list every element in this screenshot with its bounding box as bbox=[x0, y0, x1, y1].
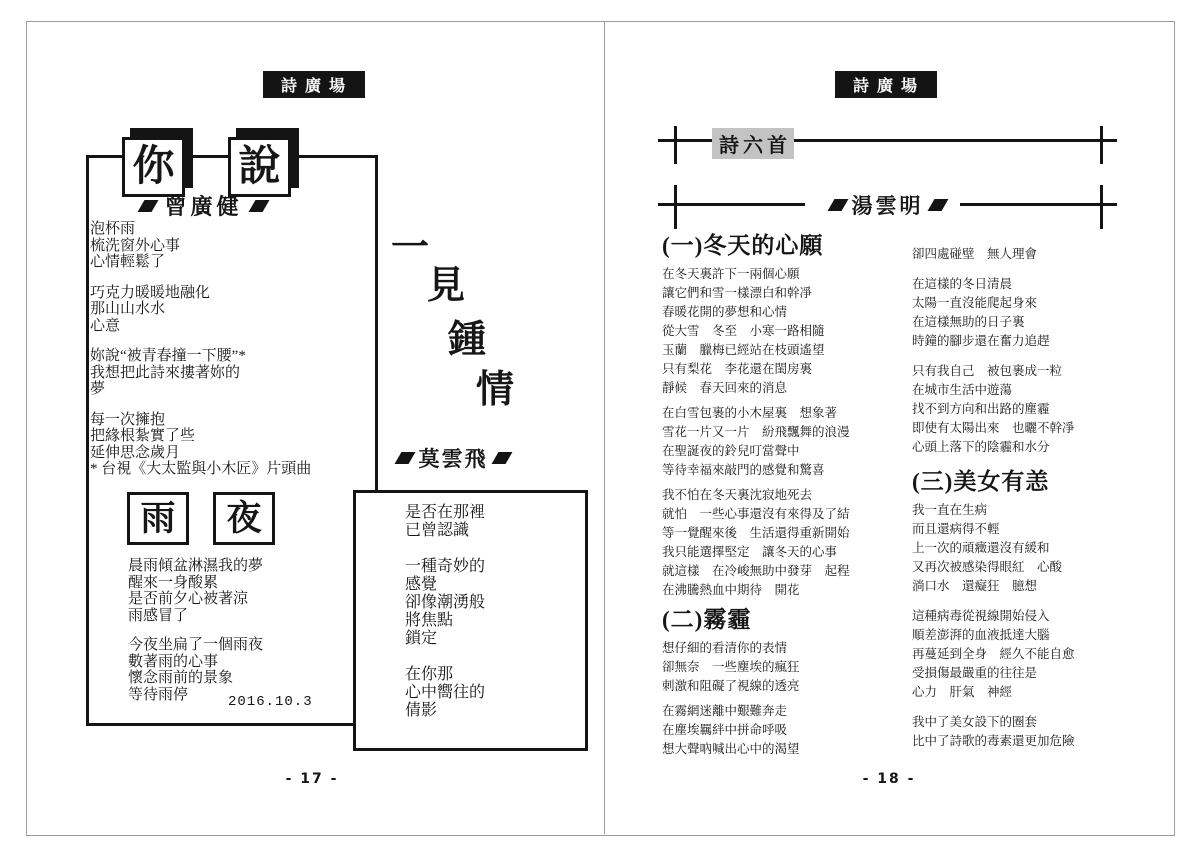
author-mark-icon bbox=[138, 200, 159, 212]
poem-stanza bbox=[662, 404, 912, 480]
ornament-tick bbox=[674, 185, 677, 229]
poem-line: 就怕 一些心事還沒有來得及了結 bbox=[662, 507, 850, 521]
poem-line: 只有梨花 李花還在閨房裏 bbox=[662, 362, 813, 376]
vertical-title-char: 見 bbox=[427, 265, 466, 307]
author-mark-icon bbox=[394, 452, 415, 464]
poem-stanza bbox=[662, 639, 912, 696]
poem-line: 我不怕在冬天裏沈寂地死去 bbox=[662, 488, 813, 502]
poem-line: 在霧網迷離中艱難奔走 bbox=[662, 704, 788, 718]
author-name: 湯雲明 bbox=[851, 194, 924, 218]
author-name: 曾廣健 bbox=[164, 194, 243, 219]
poem-stanza bbox=[912, 713, 1162, 751]
poem-line: 是否前夕心被著涼 bbox=[128, 591, 249, 607]
poem-line: 想仔細的看清你的表情 bbox=[662, 641, 788, 655]
poem-line: 醒來一身酸累 bbox=[128, 574, 219, 591]
poem-line: 我想把此詩來摟著妳的 bbox=[90, 364, 241, 381]
poem-line: 找不到方向和出路的塵霾 bbox=[912, 402, 1050, 416]
poem-line: 在這樣的冬日清晨 bbox=[912, 277, 1013, 291]
poem-line: 心中嚮往的 bbox=[405, 684, 486, 701]
poem-line: 倩影 bbox=[405, 702, 438, 719]
poem-line: 又再次被感染得眼紅 心酸 bbox=[912, 560, 1063, 574]
poem-line: 在冬天裏許下一兩個心願 bbox=[662, 267, 800, 281]
author-mark-icon bbox=[248, 200, 269, 212]
poem-line: 巧克力暖暖地融化 bbox=[90, 284, 211, 301]
poem-stanza bbox=[912, 607, 1162, 702]
title-box-you bbox=[122, 137, 185, 197]
poem-stanza bbox=[912, 362, 1162, 457]
poem-line: 鎖定 bbox=[405, 630, 438, 647]
poem-author-mo bbox=[393, 443, 513, 473]
ornament-rule-bottom bbox=[950, 203, 1117, 206]
poem-line: 已曾認識 bbox=[405, 522, 470, 539]
poem-stanza bbox=[90, 221, 311, 271]
poem-date: 2016.10.3 bbox=[228, 694, 313, 710]
poem-title: (三)美女有恙 bbox=[912, 469, 1050, 494]
poem-love-body bbox=[405, 504, 485, 738]
poem-line: 太陽一直沒能爬起身來 bbox=[912, 296, 1038, 310]
poem-line: 春暖花開的夢想和心情 bbox=[662, 305, 788, 319]
page-number-17: - 17 - bbox=[285, 771, 339, 787]
page-number-18: - 18 - bbox=[862, 771, 916, 787]
poem-line: 比中了詩歌的毒素還更加危險 bbox=[912, 734, 1075, 748]
poem-line: 在沸騰熱血中期待 開花 bbox=[662, 583, 800, 597]
poem-you-said-body bbox=[90, 221, 311, 492]
poem-stanza bbox=[912, 501, 1162, 596]
ornament-tick bbox=[1100, 185, 1103, 229]
poem-line: 靜候 春天回來的消息 bbox=[662, 381, 788, 395]
poem-author-tang bbox=[815, 190, 960, 220]
poem-line: 是否在那裡 bbox=[405, 504, 486, 521]
vertical-title-char: 一 bbox=[391, 227, 430, 269]
poem-line: 卻無奈 一些塵埃的瘋狂 bbox=[662, 660, 800, 674]
poem-author-zeng bbox=[60, 190, 347, 221]
title-box-rain bbox=[127, 492, 189, 545]
author-mark-icon bbox=[827, 199, 848, 211]
poem-line: 想大聲吶喊出心中的渴望 bbox=[662, 742, 800, 756]
poem-stanza bbox=[912, 245, 1162, 264]
poem-line: 卻四處碰壁 無人理會 bbox=[912, 247, 1038, 261]
title-char-night: 夜 bbox=[226, 499, 262, 538]
poem-line: 再蔓延到全身 經久不能自愈 bbox=[912, 647, 1075, 661]
poem-line: 在聖誕夜的鈴兒叮當聲中 bbox=[662, 444, 800, 458]
poem-line: 一種奇妙的 bbox=[405, 558, 486, 575]
poem-stanza bbox=[90, 348, 311, 398]
poem-stanza bbox=[405, 504, 485, 540]
poem-line: 我中了美女設下的圈套 bbox=[912, 715, 1038, 729]
poem-line: 就這樣 在冷峻無助中發芽 起程 bbox=[662, 564, 850, 578]
ornament-tick bbox=[674, 126, 677, 164]
poem-line: 順差澎湃的血液抵達大腦 bbox=[912, 628, 1050, 642]
poem-line: 那山山水水 bbox=[90, 301, 166, 317]
poem-line: 讓它們和雪一樣漂白和幹凈 bbox=[662, 286, 813, 300]
poem-line: 我一直在生病 bbox=[912, 503, 988, 517]
poem-line: 夢 bbox=[90, 381, 106, 397]
poem-line: 等待雨停 bbox=[128, 686, 189, 703]
poem-line: 等待幸福來敲門的感覺和驚喜 bbox=[662, 463, 825, 477]
poem-line: 卻像潮湧般 bbox=[405, 594, 486, 611]
poem-line: 晨雨傾盆淋濕我的夢 bbox=[128, 558, 264, 574]
poem-line: 心力 肝氣 神經 bbox=[912, 685, 1013, 699]
ornament-rule-bottom bbox=[658, 203, 805, 206]
poem-line: 淌口水 還癡狂 臆想 bbox=[912, 579, 1038, 593]
poem-line: 雪花一片又一片 紛飛飄舞的浪漫 bbox=[662, 425, 850, 439]
poem-line: 這種病毒從視線開始侵入 bbox=[912, 609, 1050, 623]
title-box-night bbox=[213, 492, 275, 545]
poem-rainy-night-body bbox=[128, 558, 263, 716]
vertical-title-char: 鍾 bbox=[448, 319, 487, 361]
poem-line: 泡杯雨 bbox=[90, 221, 136, 237]
title-box-say bbox=[228, 137, 291, 197]
poem-line: 感覺 bbox=[405, 576, 438, 593]
section-badge: 詩 廣 場 bbox=[835, 71, 937, 98]
poem-stanza bbox=[405, 666, 485, 720]
poem-line: 延伸思念歲月 bbox=[90, 444, 181, 461]
poem-line: 妳說“被青春撞一下腰”* bbox=[90, 348, 246, 364]
poem-line: 心意 bbox=[90, 317, 121, 334]
poem-line: 心情輕鬆了 bbox=[90, 254, 166, 270]
poem-title: (二)霧霾 bbox=[662, 607, 752, 632]
poem-line: 時鐘的腳步還在奮力追趕 bbox=[912, 334, 1050, 348]
ornament-tick bbox=[1100, 126, 1103, 164]
group-title: 詩六首 bbox=[712, 128, 794, 159]
poem-line: 等一覺醒來後 生活還得重新開始 bbox=[662, 526, 850, 540]
poem-line: * 台視《大太監與小木匠》片頭曲 bbox=[90, 461, 312, 477]
poem-stanza bbox=[90, 285, 311, 335]
poem-stanza bbox=[90, 412, 311, 478]
poem-line: 數著雨的心事 bbox=[128, 653, 219, 670]
vertical-title-char: 情 bbox=[476, 369, 515, 411]
poem-line: 刺激和阻礙了視線的透亮 bbox=[662, 679, 800, 693]
poem-stanza bbox=[128, 558, 263, 624]
poem-line: 受損傷最嚴重的往往是 bbox=[912, 666, 1038, 680]
poem-line: 今夜坐扁了一個雨夜 bbox=[128, 637, 264, 653]
poem-line: 我只能選擇堅定 讓冬天的心事 bbox=[662, 545, 838, 559]
section-badge: 詩 廣 場 bbox=[263, 71, 365, 98]
poem-line: 即使有太陽出來 也曬不幹凈 bbox=[912, 421, 1075, 435]
poem-line: 心頭上落下的陰霾和水分 bbox=[912, 440, 1050, 454]
poem-line: 懷念雨前的景象 bbox=[128, 670, 234, 686]
poem-line: 每一次擁抱 bbox=[90, 411, 166, 428]
poem-line: 把緣根紮實了些 bbox=[90, 428, 196, 444]
poem-line: 在白雪包裹的小木屋裏 想象著 bbox=[662, 406, 838, 420]
poem-line: 在塵埃羈絆中拼命呼吸 bbox=[662, 723, 788, 737]
poem-line: 將焦點 bbox=[405, 612, 454, 629]
poem-stanza bbox=[662, 265, 912, 398]
author-mark-icon bbox=[491, 452, 512, 464]
poem-line: 上一次的頑癥還沒有緩和 bbox=[912, 541, 1050, 555]
title-char-say: 說 bbox=[238, 144, 281, 190]
page-divider bbox=[604, 21, 605, 834]
poems-column-left bbox=[662, 232, 912, 765]
poem-stanza bbox=[912, 275, 1162, 351]
poem-line: 只有我自己 被包裹成一粒 bbox=[912, 364, 1063, 378]
poem-line: 而且還病得不輕 bbox=[912, 522, 1000, 536]
poem-line: 從大雪 冬至 小寒一路相隨 bbox=[662, 324, 825, 338]
poem-line: 在你那 bbox=[405, 666, 454, 683]
title-char-you: 你 bbox=[132, 144, 175, 190]
poem-line: 雨感冒了 bbox=[128, 607, 189, 624]
poem-stanza bbox=[662, 486, 912, 600]
poem-stanza bbox=[662, 702, 912, 759]
author-name: 莫雲飛 bbox=[418, 447, 488, 471]
poem-line: 在城市生活中遊蕩 bbox=[912, 383, 1013, 397]
poems-column-right bbox=[912, 245, 1162, 762]
title-char-rain: 雨 bbox=[140, 499, 176, 538]
poem-line: 在這樣無助的日子裏 bbox=[912, 315, 1025, 329]
poem-line: 玉蘭 臘梅已經站在枝頭遙望 bbox=[662, 343, 825, 357]
poem-stanza bbox=[405, 558, 485, 648]
poem-line: 梳洗窗外心事 bbox=[90, 237, 181, 254]
poem-title: (一)冬天的心願 bbox=[662, 233, 824, 258]
author-mark-icon bbox=[927, 199, 948, 211]
